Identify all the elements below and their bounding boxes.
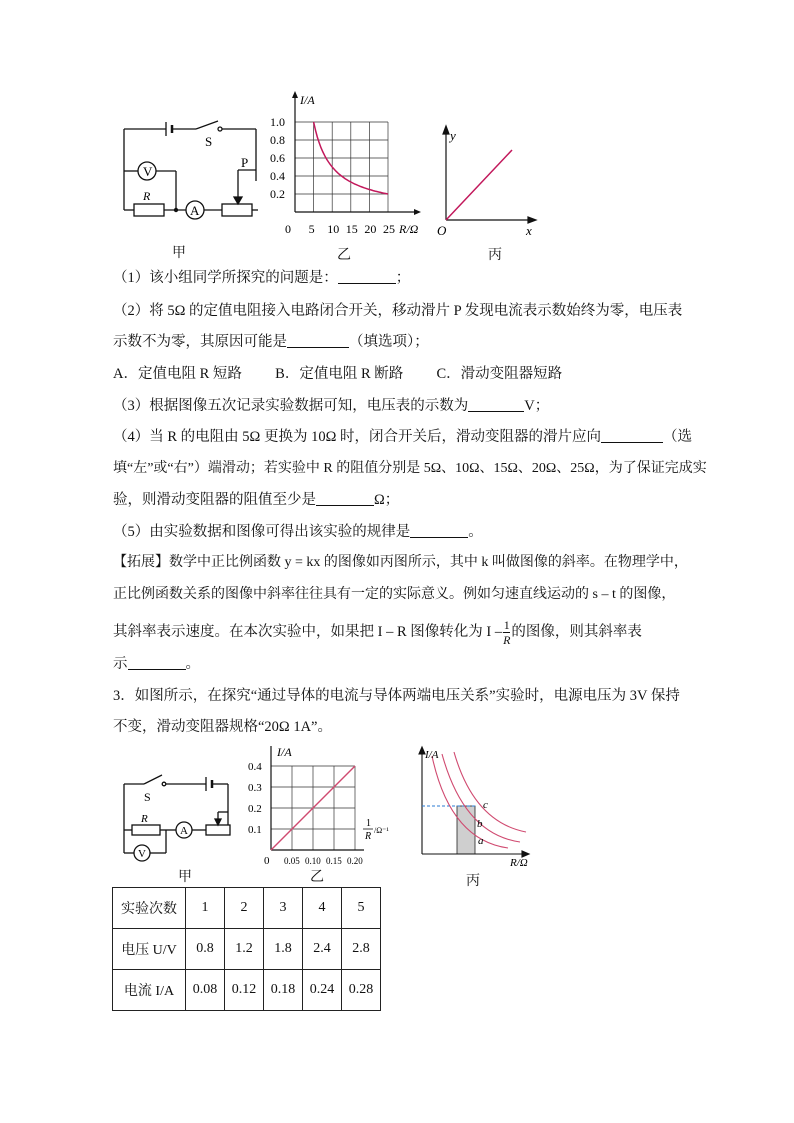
question-1: （1）该小组同学所探究的问题是： ； [113,270,411,286]
fraction-1-over-r: $\frac{1}{R}$ [503,618,511,647]
curve-label-a: a [478,835,484,847]
y-tick-label: 0.2 [270,187,285,201]
y-tick-label: 0.3 [248,782,262,794]
answer-blank[interactable] [287,332,349,348]
x-axis-label-den: R [365,831,372,842]
y-axis-arrow [292,91,298,98]
table-cell: 1.8 [264,929,303,970]
figure-1-yi-caption: 乙 [337,248,351,263]
table-cell: 0.24 [303,970,342,1011]
y-tick-label: 0.1 [248,824,262,836]
table-cell: 1.2 [225,929,264,970]
y-axis-label: I/A [277,745,292,759]
answer-blank[interactable] [128,654,186,670]
y-tick-label: 1.0 [270,115,285,129]
answer-blank[interactable] [468,396,524,412]
bing2-x-label: R/Ω [510,857,528,866]
bing-origin-label: O [437,223,447,238]
table-cell: 1 [186,888,225,929]
figure-1-bing-caption: 丙 [488,248,502,263]
figure-1-jia-caption: 甲 [172,246,186,261]
x-tick-label: 25 [383,222,395,236]
question-4-line-1: （4）当 R 的电阻由 5Ω 更换为 10Ω 时，闭合开关后，滑动变阻器的滑片应向 （选 [113,429,692,445]
voltmeter-label: V [143,164,153,179]
table-header-cell: 电流 I/A [113,970,186,1011]
x-tick-label: 15 [345,222,358,236]
figure-2-yi-caption: 乙 [310,870,324,885]
ammeter-label: A [190,203,200,218]
table-cell: 0.12 [225,970,264,1011]
x-tick-label: 5 [308,222,315,236]
option-a: A．定值电阻 R 短路 [113,366,242,382]
table-cell: 2 [225,888,264,929]
extension-line-3: 其斜率表示速度。在本次实验中，如果把 I – R 图像转化为 I – $\frac{1}{R}$ 的图像，则其斜率表 [113,618,642,647]
table-cell: 0.08 [186,970,225,1011]
table-row [113,970,381,1011]
answer-blank[interactable] [601,427,663,443]
answer-blank[interactable] [316,490,374,506]
x-tick-label: 0.20 [347,856,363,866]
table-row [113,888,381,929]
table-cell: 2.4 [303,929,342,970]
bing2-y-label: I/A [425,749,439,761]
curve-label-b: b [477,818,483,830]
switch-label: S [205,134,213,149]
figure-1-jia-circuit [118,115,268,225]
table-header-cell: 实验次数 [113,888,186,929]
slider-label: P [241,155,249,170]
figure-2-yi-graph [244,740,394,870]
table-cell: 2.8 [342,929,381,970]
problem-3-line-1: 3．如图所示，在探究“通过导体的电流与导体两端电压关系”实验时，电源电压为 3V 保持 [113,688,680,704]
x-tick-label: 10 [327,222,340,236]
table-cell: 4 [303,888,342,929]
x-axis-arrow [414,209,421,215]
figure-1-yi-graph [268,88,438,238]
curve-label-c: c [483,799,488,811]
x-axis-label-num: 1 [366,818,371,829]
problem-3-line-2: 不变，滑动变阻器规格“20Ω 1A”。 [113,719,332,735]
voltmeter-label: V [138,848,146,860]
question-2-options [113,364,562,384]
question-2-line-1: （2）将 5Ω 的定值电阻接入电路闭合开关，移动滑片 P 发现电流表示数始终为零，电压表 [113,303,683,319]
figure-2-jia-caption: 甲 [178,870,192,885]
question-4-line-2: 填“左”或“右”）端滑动；若实验中 R 的阻值分别是 5Ω、10Ω、15Ω、20Ω、25Ω，为了保证完成实 [113,461,707,476]
ammeter-label: A [180,825,188,837]
bing-y-label: y [450,128,456,143]
answer-blank[interactable] [410,522,468,538]
figure-2-jia-circuit [118,770,238,865]
resistor-label: R [141,813,148,825]
experiment-data-table [112,887,381,1011]
table-row [113,929,381,970]
table-cell: 3 [264,888,303,929]
bing-x-label: x [526,223,532,238]
y-tick-label: 0.4 [270,169,285,183]
switch-label: S [144,790,151,804]
x-tick-label: 0.10 [305,856,321,866]
resistor-label: R [143,189,151,203]
y-axis-label: I/A [300,93,315,107]
extension-line-1: 【拓展】数学中正比例函数 y = kx 的图像如丙图所示，其中 k 叫做图像的斜率。在物理学中， [113,555,688,570]
table-cell: 5 [342,888,381,929]
table-cell: 0.8 [186,929,225,970]
option-c: C．滑动变阻器短路 [436,366,563,382]
y-tick-label: 0.2 [248,803,262,815]
question-3: （3）根据图像五次记录实验数据可知，电压表的示数为 V； [113,398,550,414]
extension-line-2: 正比例函数关系的图像中斜率往往具有一定的实际意义。例如匀速直线运动的 s – t 的图像， [113,587,676,602]
figure-2-bing-caption: 丙 [466,874,480,889]
option-b: B．定值电阻 R 断路 [275,366,404,382]
question-2-line-2: 示数不为零，其原因可能是 （填选项）； [113,334,429,350]
table-cell: 0.28 [342,970,381,1011]
x-tick-label: 0.05 [284,856,300,866]
y-tick-label: 0.4 [248,761,262,773]
extension-line-4: 示 。 [113,656,200,672]
x-axis-label-unit: /Ω⁻¹ [374,826,389,835]
question-4-line-3: 验，则滑动变阻器的阻值至少是 Ω； [113,492,400,508]
figure-1-bing-graph [432,122,542,238]
x-tick-label: 20 [364,222,377,236]
x-tick-label: 0 [264,855,270,867]
x-tick-label: 0 [285,222,291,236]
answer-blank[interactable] [338,268,396,284]
x-axis-label: R/Ω [399,222,419,236]
figure-2-bing-graph [414,744,539,866]
table-header-cell: 电压 U/V [113,929,186,970]
y-tick-label: 0.6 [270,151,285,165]
y-tick-label: 0.8 [270,133,285,147]
x-tick-label: 0.15 [326,856,342,866]
question-5: （5）由实验数据和图像可得出该实验的规律是 。 [113,524,483,540]
table-cell: 0.18 [264,970,303,1011]
